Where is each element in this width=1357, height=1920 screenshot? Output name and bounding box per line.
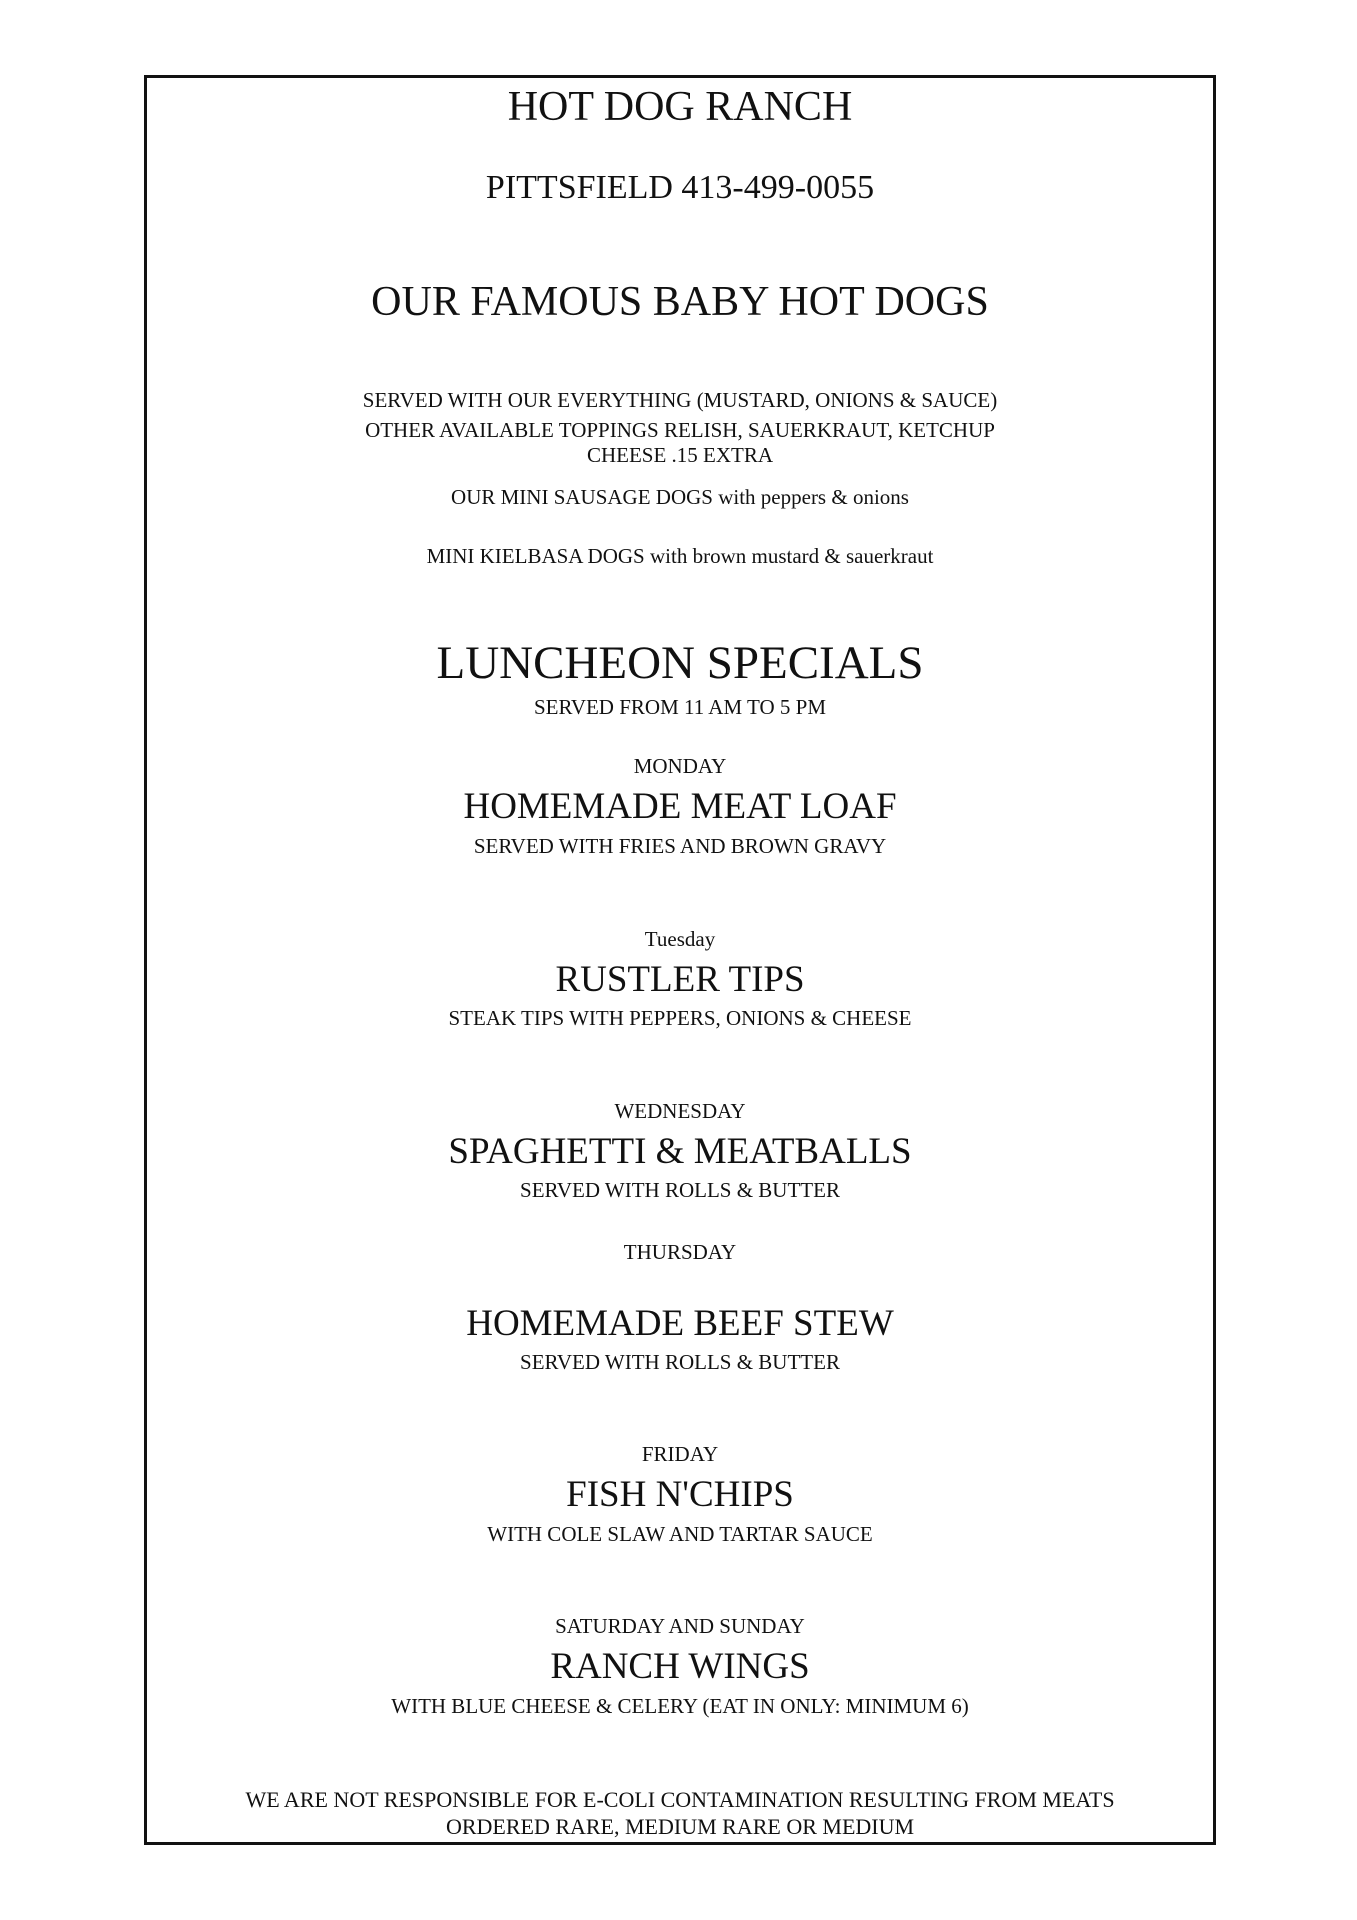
special-dish-name: HOMEMADE BEEF STEW [466, 1303, 894, 1344]
special-dish-description: SERVED WITH ROLLS & BUTTER [520, 1178, 840, 1202]
special-day-label: MONDAY [633, 754, 727, 778]
special-dish-description: STEAK TIPS WITH PEPPERS, ONIONS & CHEESE [448, 1006, 912, 1030]
special-dish-name: RANCH WINGS [550, 1646, 810, 1687]
location-phone: PITTSFIELD 413-499-0055 [485, 169, 875, 206]
hot-dogs-cheese-extra: CHEESE .15 EXTRA [586, 443, 774, 467]
special-dish-description: SERVED WITH FRIES AND BROWN GRAVY [473, 834, 887, 858]
special-day-label: Tuesday [644, 927, 716, 951]
special-dish-name: FISH N'CHIPS [566, 1474, 794, 1515]
disclaimer-line-2: ORDERED RARE, MEDIUM RARE OR MEDIUM [445, 1814, 915, 1839]
special-dish-name: HOMEMADE MEAT LOAF [463, 786, 897, 827]
sausage-dogs-item: OUR MINI SAUSAGE DOGS with peppers & onions [451, 485, 909, 509]
special-day-label: THURSDAY [623, 1240, 737, 1264]
special-day-label: WEDNESDAY [614, 1099, 746, 1123]
special-dish-name: SPAGHETTI & MEATBALLS [448, 1131, 912, 1172]
hot-dogs-served-with: SERVED WITH OUR EVERYTHING (MUSTARD, ONIONS & SAUCE) [362, 388, 998, 412]
special-day-label: SATURDAY AND SUNDAY [555, 1614, 805, 1638]
hot-dogs-toppings: OTHER AVAILABLE TOPPINGS RELISH, SAUERKRAUT, KETCHUP [365, 418, 995, 442]
special-dish-description: SERVED WITH ROLLS & BUTTER [520, 1350, 840, 1374]
special-dish-description: WITH BLUE CHEESE & CELERY (EAT IN ONLY: MINIMUM 6) [391, 1694, 969, 1718]
restaurant-name: HOT DOG RANCH [507, 84, 853, 130]
special-dish-name: RUSTLER TIPS [555, 959, 805, 1000]
luncheon-hours: SERVED FROM 11 AM TO 5 PM [533, 695, 826, 719]
hot-dogs-heading: OUR FAMOUS BABY HOT DOGS [371, 279, 989, 325]
kielbasa-dogs-item: MINI KIELBASA DOGS with brown mustard & sauerkraut [426, 544, 934, 568]
luncheon-specials-heading: LUNCHEON SPECIALS [436, 637, 924, 689]
special-dish-description: WITH COLE SLAW AND TARTAR SAUCE [487, 1522, 873, 1546]
special-day-label: FRIDAY [641, 1442, 719, 1466]
disclaimer-line-1: WE ARE NOT RESPONSIBLE FOR E-COLI CONTAMINATION RESULTING FROM MEATS [245, 1787, 1115, 1812]
